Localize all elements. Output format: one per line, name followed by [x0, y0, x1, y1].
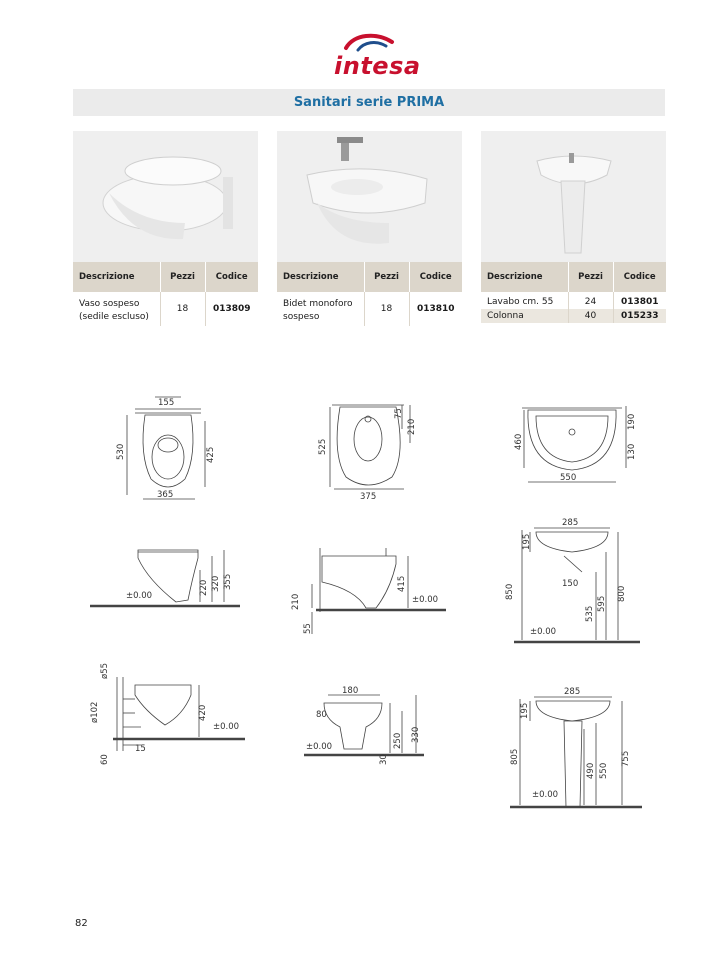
header-pieces: Pezzi: [568, 262, 613, 292]
wc-side-drawing: [88, 540, 248, 615]
header-code: Codice: [409, 262, 462, 292]
product-code: 013809: [212, 304, 251, 315]
dimension-label: 355: [223, 573, 233, 590]
dimension-label: 535: [585, 605, 595, 622]
product-description: Lavabo cm. 55: [481, 292, 568, 309]
dimension-label: 490: [586, 762, 596, 779]
basin-pedestal-drawing: [500, 683, 645, 813]
product-code: 013801: [620, 297, 659, 307]
logo-swoosh-icon: [340, 32, 400, 54]
header-description: Descrizione: [73, 262, 160, 292]
product-pieces: 18: [160, 292, 205, 326]
header-description: Descrizione: [481, 262, 568, 292]
basin-image-icon: [481, 131, 666, 262]
dimension-label: 330: [411, 726, 421, 743]
product-description: Vaso sospeso: [79, 299, 140, 309]
product-card-basin: [481, 131, 666, 323]
dimension-label: 285: [562, 518, 579, 528]
header-pieces: Pezzi: [364, 262, 409, 292]
wc-image-icon: [73, 131, 258, 262]
dimension-label: 210: [291, 593, 301, 610]
dimension-label: 525: [318, 438, 328, 455]
basin-wall-drawing: [500, 512, 645, 652]
dimension-label: 130: [627, 443, 637, 460]
product-pieces: 18: [364, 292, 409, 326]
dimension-label: 425: [206, 446, 216, 463]
product-description: Colonna: [481, 309, 568, 323]
bidet-side-drawing: [286, 540, 456, 635]
product-pieces: 24: [568, 292, 613, 309]
product-description: (sedile escluso): [79, 312, 149, 323]
dimension-label: 420: [198, 704, 208, 721]
dimension-label: 30: [379, 754, 389, 765]
table-row: [277, 292, 462, 326]
product-table-basin: [481, 262, 666, 323]
dimension-label: 595: [597, 595, 607, 612]
dimension-label: 60: [100, 754, 110, 765]
dimension-label: 80: [316, 710, 327, 720]
product-code: 015233: [613, 309, 666, 323]
product-photo-bidet: [277, 131, 462, 262]
dimension-label: 805: [510, 748, 520, 765]
dimension-label: 210: [407, 418, 417, 435]
basin-top-drawing: [510, 398, 640, 488]
bidet-front-drawing: [300, 683, 440, 768]
header-code: Codice: [613, 262, 666, 292]
dimension-label: 190: [627, 413, 637, 430]
dimension-label: ±0.00: [412, 595, 439, 605]
dimension-label: 180: [342, 686, 359, 696]
dimension-label: 320: [211, 575, 221, 592]
dimension-label: 220: [199, 579, 209, 596]
dimension-label: ±0.00: [532, 790, 559, 800]
product-pieces: 40: [568, 309, 613, 323]
dimension-label: 195: [520, 702, 530, 719]
dimension-label: 550: [560, 473, 577, 483]
bidet-image-icon: [277, 131, 462, 262]
dimension-label: 800: [617, 585, 627, 602]
product-code: 013810: [416, 304, 455, 315]
page-title: Sanitari serie PRIMA: [73, 89, 665, 116]
bidet-top-drawing: [310, 395, 420, 505]
product-description: Bidet monoforo: [283, 299, 353, 309]
dimension-label: ±0.00: [530, 627, 557, 637]
wc-top-drawing: [105, 395, 225, 507]
table-row: [481, 309, 666, 323]
dimension-label: ±0.00: [306, 742, 333, 752]
dimension-label: 155: [158, 398, 175, 408]
brand-logo: [320, 32, 420, 82]
dimension-label: 530: [116, 443, 126, 460]
dimension-label: 755: [621, 750, 631, 767]
table-row: [73, 292, 258, 326]
dimension-label: ±0.00: [213, 722, 240, 732]
dimension-label: 415: [397, 575, 407, 592]
dimension-label: 550: [599, 762, 609, 779]
dimension-label: 850: [505, 583, 515, 600]
dimension-label: 460: [514, 433, 524, 450]
product-table-bidet: [277, 262, 462, 326]
dimension-label: 195: [522, 533, 532, 550]
product-description: sospeso: [283, 312, 320, 323]
page-number: 82: [75, 918, 88, 929]
dimension-label: ø55: [100, 662, 110, 679]
product-card-bidet: [277, 131, 462, 326]
dimension-label: ø102: [90, 701, 100, 723]
dimension-label: 55: [303, 623, 313, 634]
dimension-label: 285: [564, 687, 581, 697]
table-row: [481, 292, 666, 309]
dimension-label: 250: [393, 732, 403, 749]
wc-install-drawing: [90, 655, 255, 767]
brand-name: intesa: [334, 52, 421, 80]
header-code: Codice: [205, 262, 258, 292]
product-photo-basin: [481, 131, 666, 262]
dimension-label: 75: [394, 408, 404, 419]
dimension-label: 375: [360, 492, 377, 502]
product-card-wc: [73, 131, 258, 326]
dimension-label: ±0.00: [126, 591, 153, 601]
header-description: Descrizione: [277, 262, 364, 292]
product-photo-wc: [73, 131, 258, 262]
product-table-wc: [73, 262, 258, 326]
dimension-label: 15: [135, 744, 146, 754]
dimension-label: 150: [562, 579, 579, 589]
dimension-label: 365: [157, 490, 174, 500]
header-pieces: Pezzi: [160, 262, 205, 292]
